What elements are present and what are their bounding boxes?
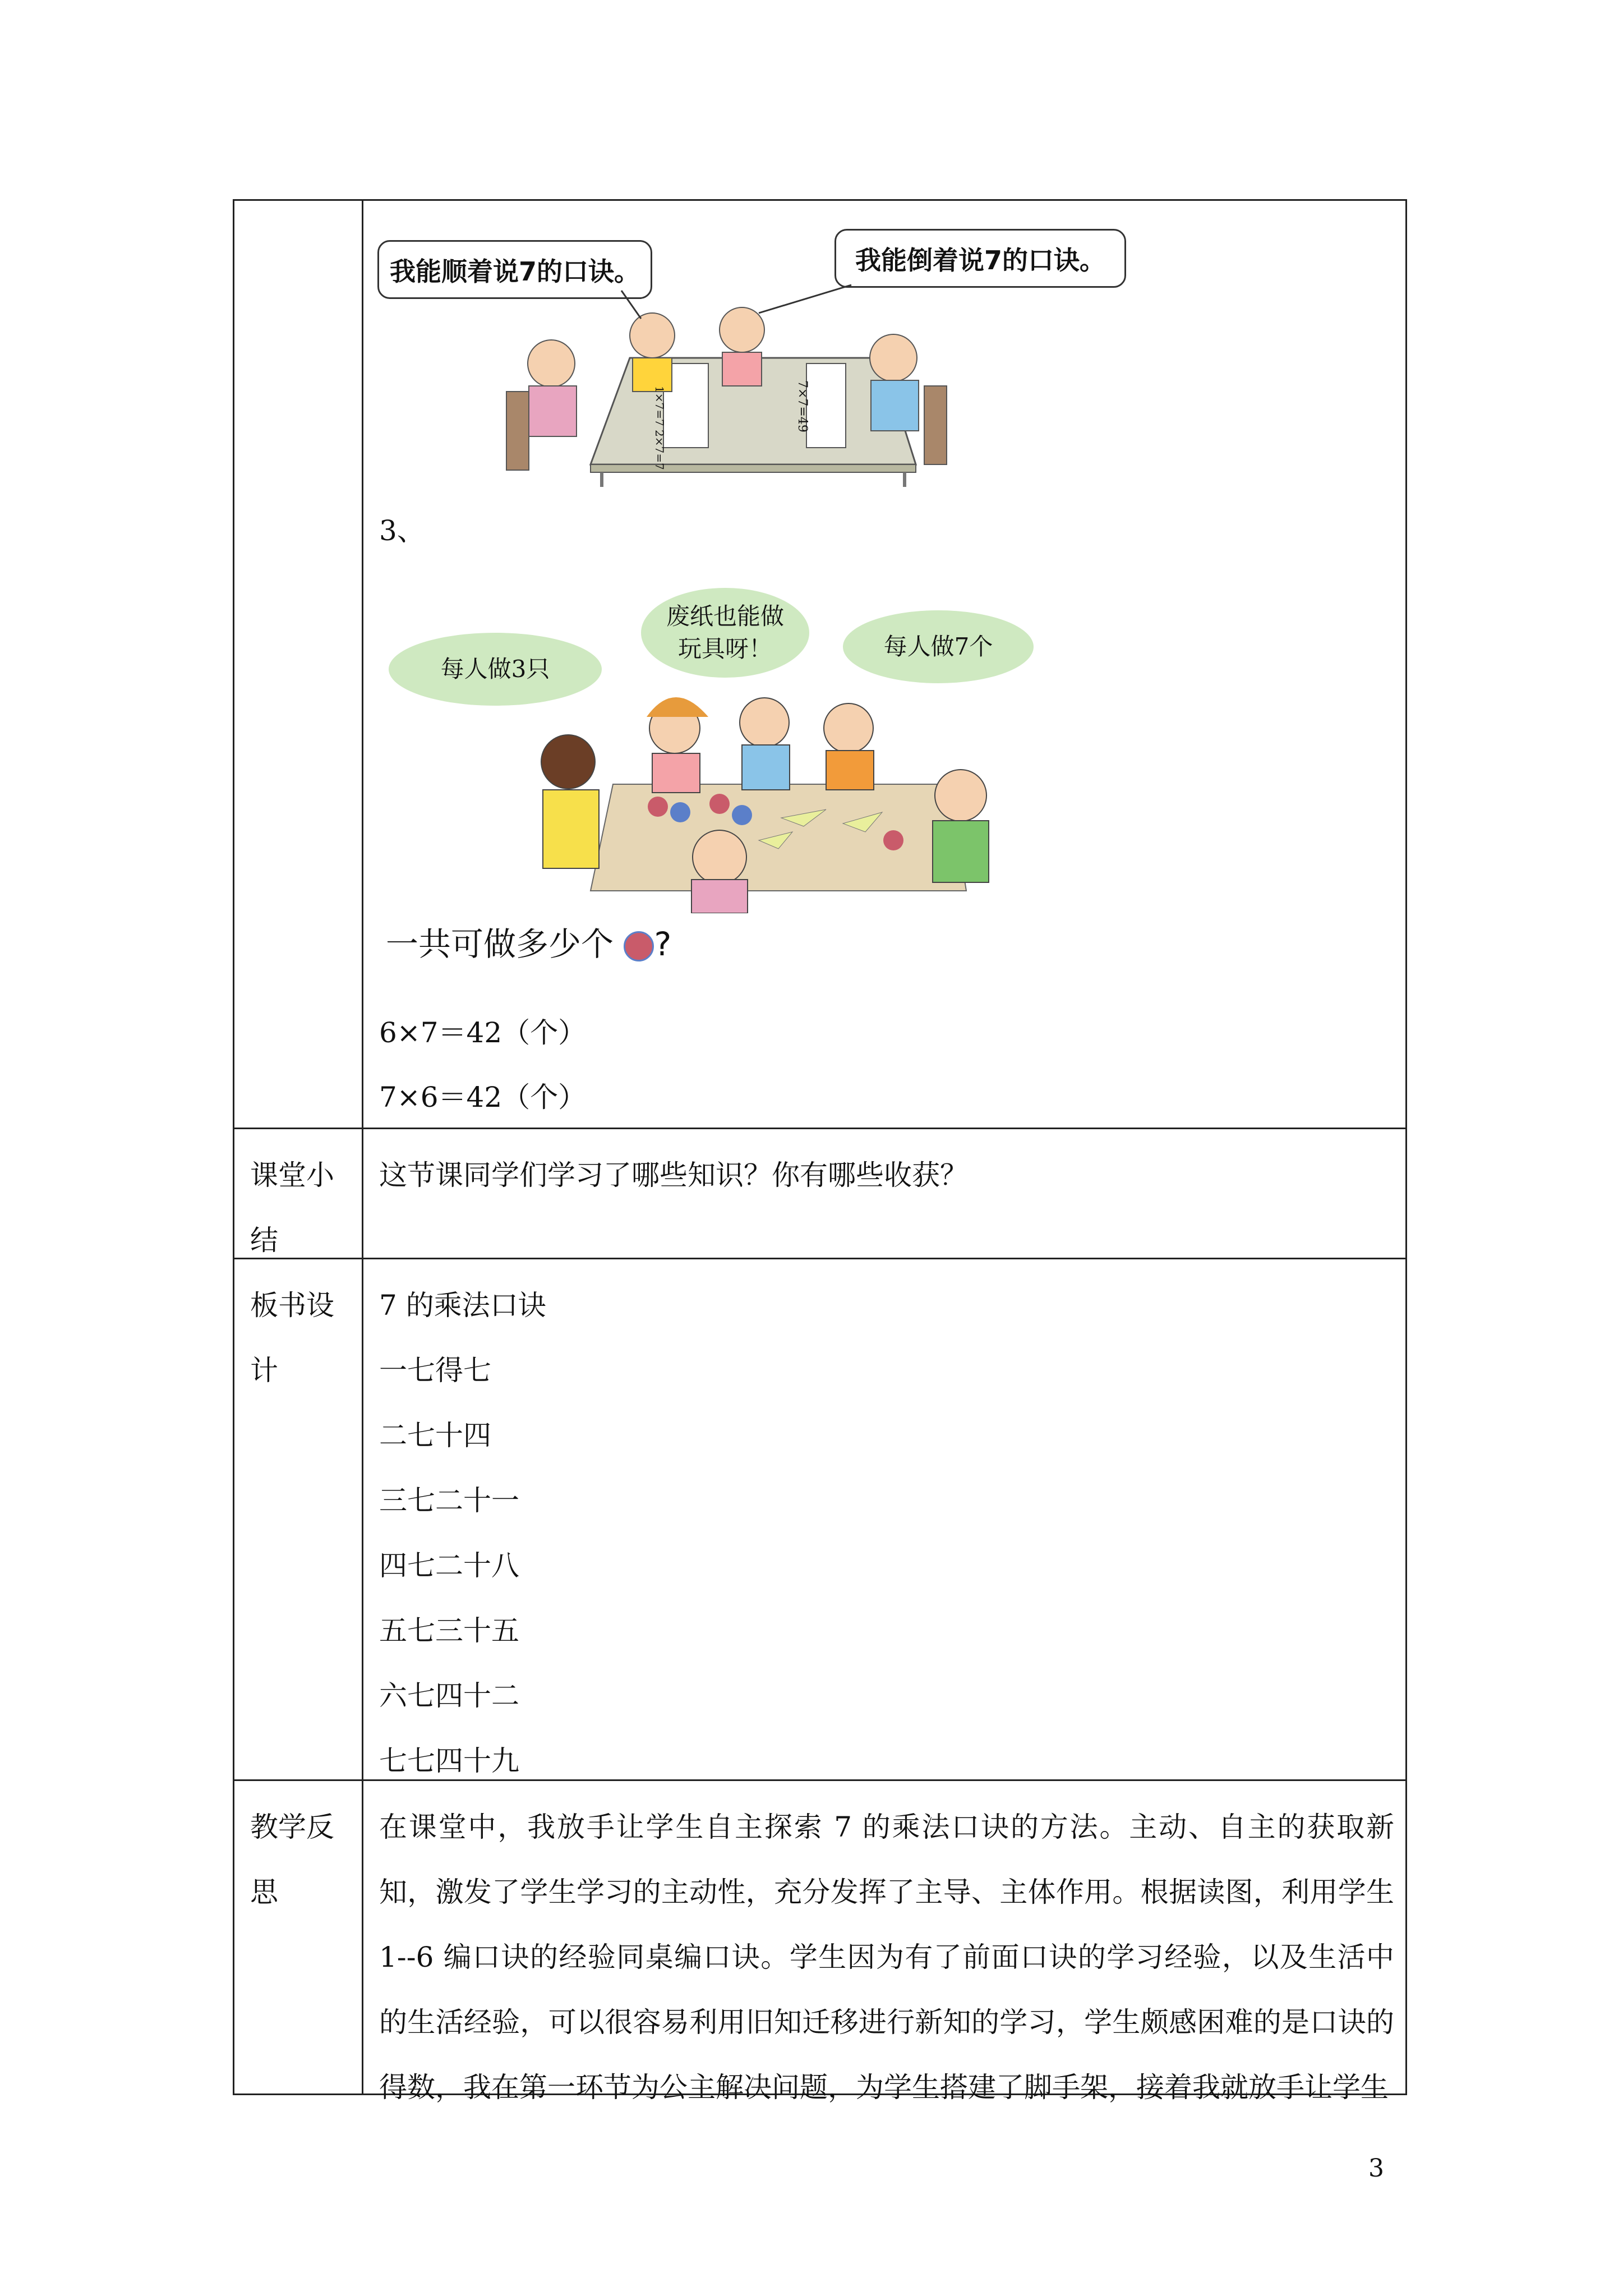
board-line: 七七四十九 — [379, 1745, 519, 1777]
label-cell — [234, 1129, 363, 1258]
label-cell — [234, 1781, 363, 2093]
speech-bubble-left: 我能顺着说7的口诀。 — [377, 240, 652, 299]
classroom-table-drawing — [377, 218, 1163, 487]
board-line: 四七二十八 — [379, 1549, 519, 1582]
row-label: 板书设计 — [250, 1289, 334, 1387]
board-line: 六七四十二 — [379, 1680, 519, 1712]
board-line: 二七十四 — [379, 1419, 491, 1452]
equation-2: 7×6＝42（个） — [379, 1081, 587, 1114]
row-board-design — [234, 1259, 1405, 1781]
row-practice — [234, 201, 1405, 1129]
speech-bubble-right: 我能倒着说7的口诀。 — [834, 229, 1126, 288]
speech-bubble-wastepaper: 废纸也能做 玩具呀！ — [641, 588, 809, 678]
label-cell — [234, 1259, 363, 1779]
board-line: 7 的乘法口诀 — [379, 1289, 546, 1322]
board-line: 五七三十五 — [379, 1614, 519, 1647]
reflection-text: 在课堂中，我放手让学生自主探索 7 的乘法口诀的方法。主动、自主的获取新知，激发了学生学习的主动性，充分发挥了主导、主体作用。根据读图，利用学生 1--6 编口诀的经验同桌编口诀。学生因为有了前面口诀的学习经验，以及生活中的生活经验，可以很容易利用旧知迁移进行新知的学习，学生颇感困难的是口诀的得数，我在第一环节为公主解决问题，为学生搭建了脚手架，接着我就放手让学生 — [379, 1811, 1394, 2104]
equation-1: 6×7＝42（个） — [379, 1016, 587, 1049]
page-number: 3 — [1368, 2154, 1384, 2183]
reflection-content — [379, 1795, 1394, 2120]
row-summary — [234, 1129, 1405, 1259]
board-line: 三七二十一 — [379, 1484, 519, 1517]
summary-content — [379, 1143, 1394, 1208]
lesson-table — [233, 199, 1407, 2104]
row-label: 课堂小结 — [250, 1159, 334, 1257]
card-right-text: 7×7=49 — [795, 380, 809, 432]
card-left-text: 1×7=7 2×7=7 — [653, 386, 666, 470]
yarn-ball-icon — [624, 931, 654, 961]
speech-bubble-three-planes: 每人做3只 — [389, 633, 602, 706]
speech-bubble-seven-balls: 每人做7个 — [843, 610, 1034, 683]
row-label: 教学反思 — [250, 1811, 334, 1908]
illustration-kids-crafting — [377, 577, 1163, 913]
row-reflection — [234, 1781, 1405, 2104]
illustration-kids-reciting — [377, 218, 1163, 487]
board-content — [379, 1273, 1394, 1793]
summary-text: 这节课同学们学习了哪些知识？你有哪些收获？ — [379, 1159, 968, 1191]
crafting-table-drawing — [377, 577, 1163, 913]
item-number: 3、 — [379, 514, 425, 547]
board-line: 一七得七 — [379, 1354, 491, 1387]
label-cell — [234, 201, 363, 1128]
question-text: 一共可做多少个 ? — [386, 925, 672, 963]
